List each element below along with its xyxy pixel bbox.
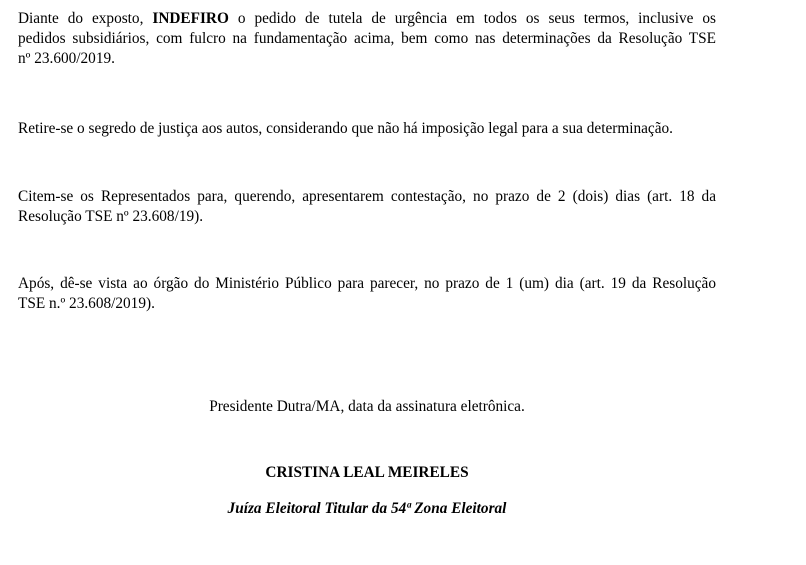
- paragraph-line: [18, 9, 716, 29]
- signer-role: Juíza Eleitoral Titular da 54ª Zona Eleitoral: [227, 500, 507, 517]
- place-and-date: Presidente Dutra/MA, data da assinatura eletrônica.: [209, 398, 525, 415]
- text-run: Diante do exposto,: [18, 10, 153, 27]
- paragraph-ministry: [18, 274, 716, 314]
- paragraph-secrecy: [18, 119, 716, 139]
- paragraph-line: nº 23.600/2019.: [18, 50, 115, 67]
- paragraph-line: Citem-se os Representados para, querendo, apresentarem contestação, no prazo de 2 (dois) dias (art. 18 da: [18, 188, 716, 205]
- paragraph-line: TSE n.º 23.608/2019).: [18, 295, 155, 312]
- paragraph-line: Após, dê-se vista ao órgão do Ministério Público para parecer, no prazo de 1 (um) dia (art. 19 da Resolução: [18, 275, 716, 292]
- signer-name: CRISTINA LEAL MEIRELES: [265, 464, 469, 481]
- paragraph-line: Resolução TSE nº 23.608/19).: [18, 208, 204, 225]
- paragraph-line: pedidos subsidiários, com fulcro na fundamentação acima, bem como nas determinações da Resolução TSE: [18, 30, 716, 47]
- text-run: o pedido de tutela de urgência em todos os seus termos, inclusive os: [228, 10, 716, 27]
- paragraph-line: Retire-se o segredo de justiça aos autos, considerando que não há imposição legal para a sua determinação.: [18, 120, 673, 137]
- decision-keyword: INDEFIRO: [152, 10, 229, 27]
- paragraph-citation: [18, 187, 716, 227]
- paragraph-decision: [18, 9, 716, 69]
